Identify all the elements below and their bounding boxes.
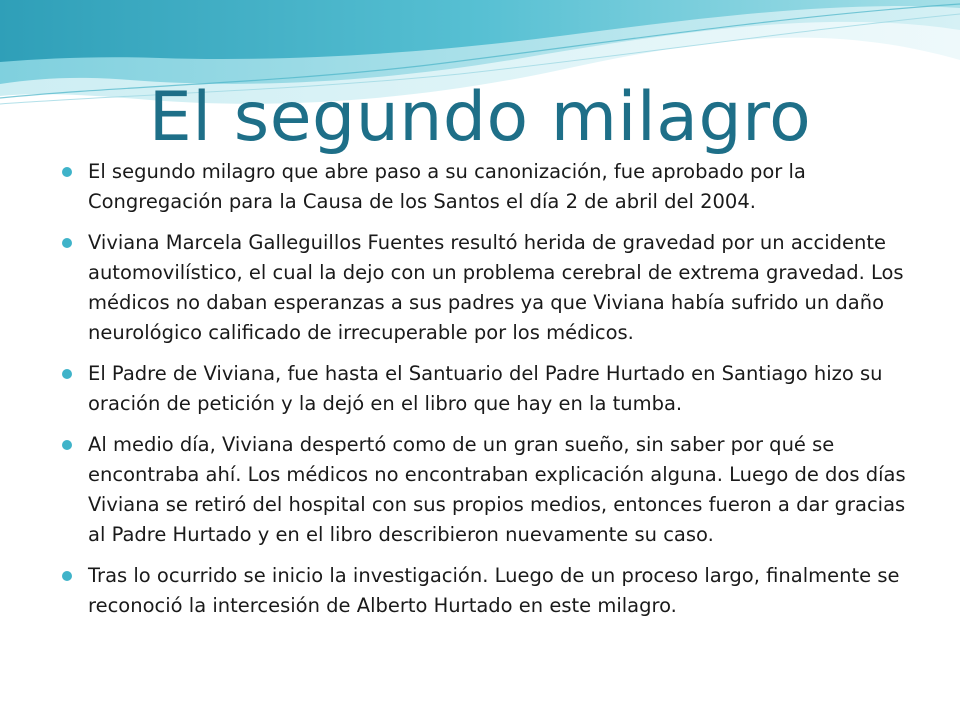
bullet-dot-icon	[62, 167, 72, 177]
bullet-text: Al medio día, Viviana despertó como de un gran sueño, sin saber por qué se encontraba ahí. Los médicos no encontraban explicación alguna. Luego de dos días Viviana se retiró del hospital con sus propios medios, entonces fueron a dar gracias al Padre Hurtado y en el libro describieron nuevamente su caso.	[88, 433, 906, 546]
slide-title: El segundo milagro	[148, 78, 812, 157]
bullet-item	[62, 561, 922, 621]
bullet-text: El segundo milagro que abre paso a su canonización, fue aprobado por la Congregación para la Causa de los Santos el día 2 de abril del 2004.	[88, 160, 806, 213]
bullet-item	[62, 228, 922, 348]
bullet-text: El Padre de Viviana, fue hasta el Santuario del Padre Hurtado en Santiago hizo su oración de petición y la dejó en el libro que hay en la tumba.	[88, 362, 883, 415]
bullet-dot-icon	[62, 369, 72, 379]
bullet-text: Tras lo ocurrido se inicio la investigación. Luego de un proceso largo, finalmente se reconoció la intercesión de Alberto Hurtado en este milagro.	[88, 564, 900, 617]
bullet-text: Viviana Marcela Galleguillos Fuentes resultó herida de gravedad por un accidente automovilístico, el cual la dejo con un problema cerebral de extrema gravedad. Los médicos no daban esperanzas a sus padres ya que Viviana había sufrido un daño neurológico calificado de irrecuperable por los médicos.	[88, 231, 904, 344]
bullet-dot-icon	[62, 238, 72, 248]
bullet-item	[62, 359, 922, 419]
bullet-list	[62, 157, 922, 632]
bullet-dot-icon	[62, 571, 72, 581]
bullet-item	[62, 157, 922, 217]
bullet-item	[62, 430, 922, 550]
bullet-dot-icon	[62, 440, 72, 450]
